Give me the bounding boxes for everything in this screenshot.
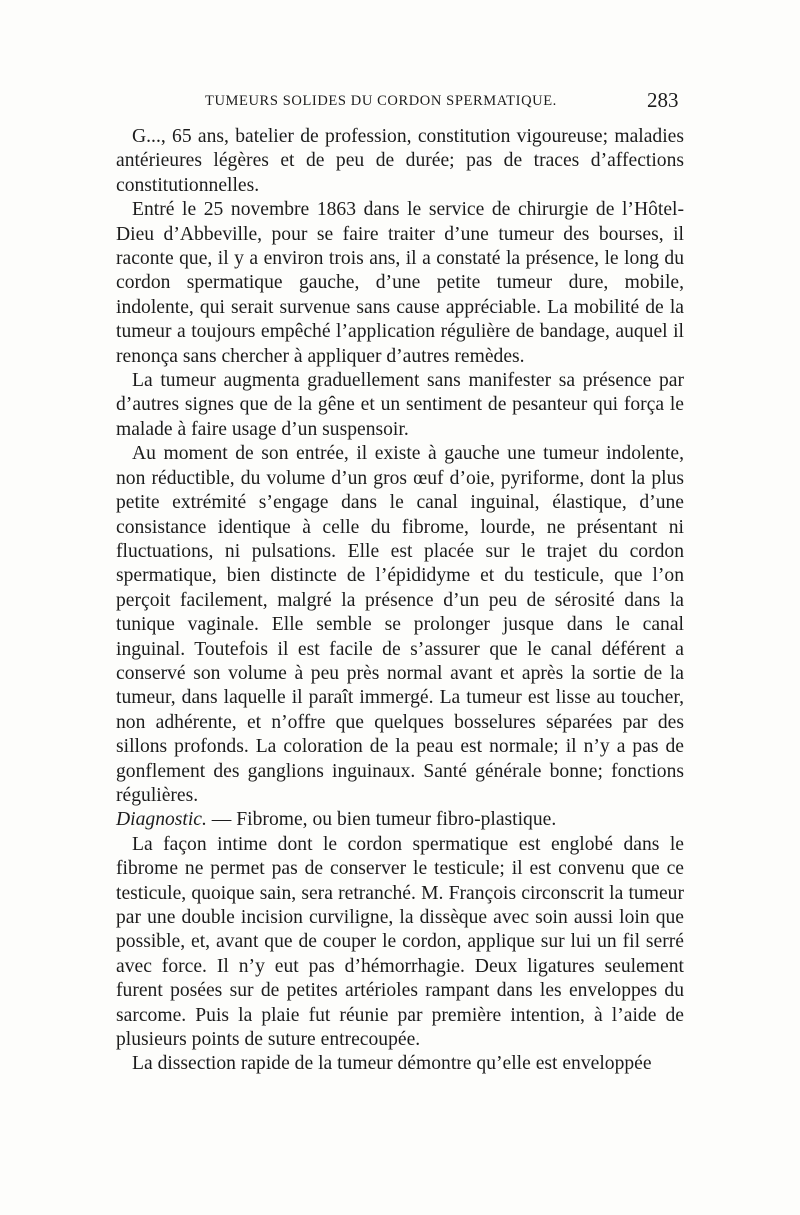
body-text [116,125,684,1077]
paragraph-patient-history: G..., 65 ans, batelier de profession, constitution vigoureuse; maladies antérieures légères et de peu de durée; pas de traces d’affections constitutionnelles. [116,126,684,196]
paragraph-dissection: La dissection rapide de la tumeur démontre qu’elle est enveloppée [132,1053,652,1075]
page-number: 283 [647,88,679,112]
paragraph-diagnosis [116,808,684,832]
paragraph-admission: Entré le 25 novembre 1863 dans le service de chirurgie de l’Hôtel-Dieu d’Abbeville, pour se faire traiter d’une tumeur des bourses, il raconte que, il y a environ trois ans, il a constaté la présence, le long du cordon spermatique gauche, d’une petite tumeur dure, mobile, indolente, qui serait survenue sans cause appréciable. La mobilité de la tumeur a toujours empêché l’application régulière de bandage, auquel il renonça sans chercher à appliquer d’autres remèdes. [116,199,684,367]
diagnosis-text: — Fibrome, ou bien tumeur fibro-plastique. [206,809,557,831]
paragraph-operation: La façon intime dont le cordon spermatique est englobé dans le fibrome ne permet pas de conserver le testicule; il est convenu que ce testicule, quoique sain, sera retranché. M. François circonscrit la tumeur par une double incision curviligne, la dissèque avec soin aussi loin que possible, et, avant que de couper le cordon, applique sur lui un fil serré avec force. Il n’y eut pas d’hémorrhagie. Deux ligatures seulement furent posées sur de petites artérioles rampant dans les enveloppes du sarcome. Puis la plaie fut réunie par première intention, à l’aide de plusieurs points de suture entrecoupée. [116,833,684,1051]
diagnosis-label: Diagnostic. [116,809,207,831]
paragraph-growth: La tumeur augmenta graduellement sans manifester sa présence par d’autres signes que de la gêne et un sentiment de pesanteur qui força le malade à faire usage d’un suspensoir. [116,370,684,440]
running-head: TUMEURS SOLIDES DU CORDON SPERMATIQUE. [205,93,557,109]
paragraph-examination: Au moment de son entrée, il existe à gauche une tumeur indolente, non réductible, du volume d’un gros œuf d’oie, pyriforme, dont la plus petite extrémité s’engage dans le canal inguinal, élastique, d’une consistance identique à celle du fibrome, lourde, ne présentant ni fluctuations, ni pulsations. Elle est placée sur le trajet du cordon spermatique, bien distincte de l’épididyme et du testicule, que l’on perçoit facilement, malgré la présence d’un peu de sérosité dans la tunique vaginale. Elle semble se prolonger jusque dans le canal inguinal. Toutefois il est facile de s’assurer que le canal déférent a conservé son volume à peu près normal avant et après la sortie de la tumeur, dans laquelle il paraît immergé. La tumeur est lisse au toucher, non adhérente, et n’offre que quelques bosselures séparées par des sillons profonds. La coloration de la peau est normale; il n’y a pas de gonflement des ganglions inguinaux. Santé générale bonne; fonctions régulières. [116,443,684,806]
